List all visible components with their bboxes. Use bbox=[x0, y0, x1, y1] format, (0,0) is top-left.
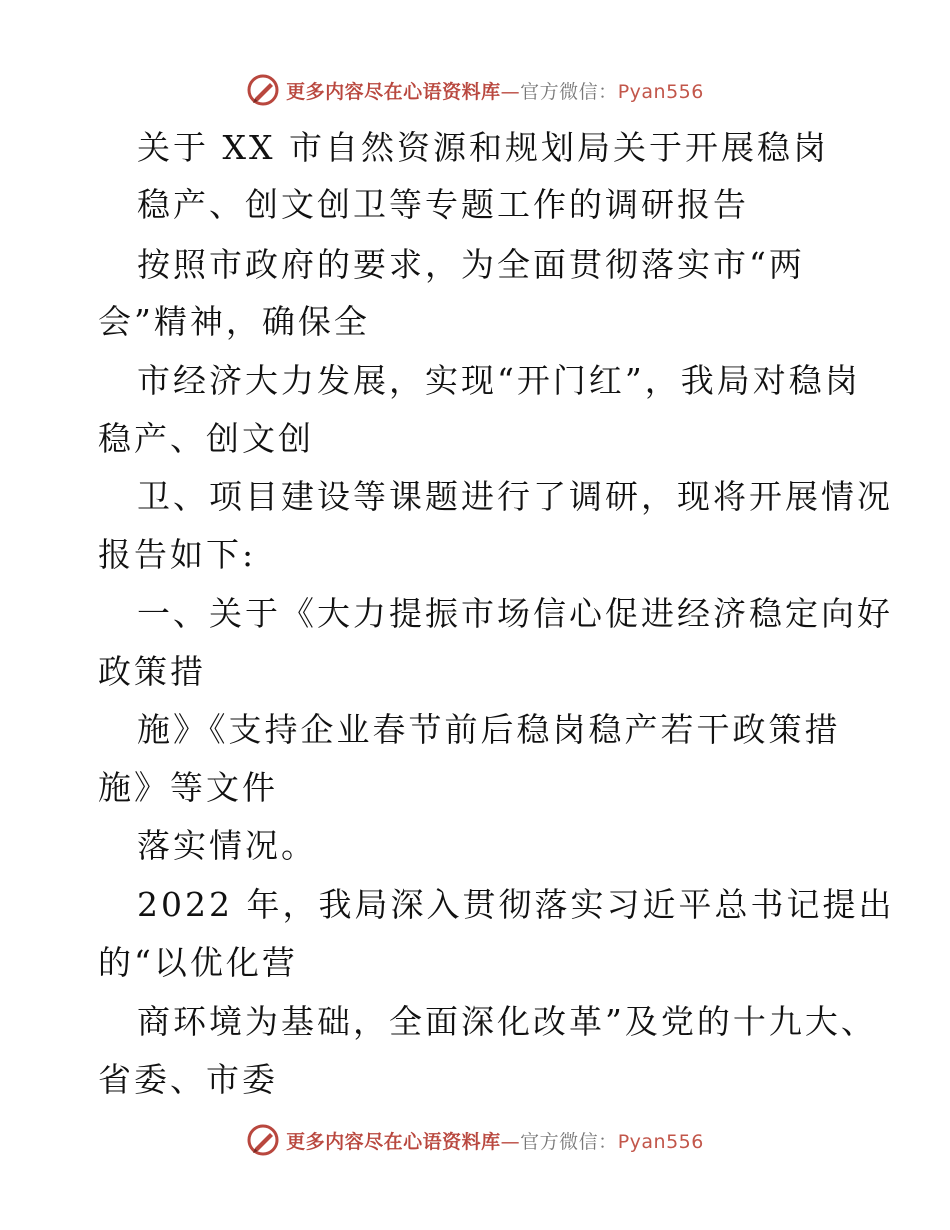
watermark-dash: — bbox=[500, 80, 521, 103]
paragraph-line: 稳产、创文创 bbox=[98, 419, 314, 458]
watermark-wechat-id: Pyan556 bbox=[617, 80, 704, 103]
section-heading-line: 落实情况。 bbox=[137, 826, 317, 865]
title-line-1: 关于 XX 市自然资源和规划局关于开展稳岗 bbox=[137, 128, 829, 167]
paragraph-line: 省委、市委 bbox=[98, 1060, 278, 1099]
header-watermark bbox=[0, 70, 950, 110]
paragraph-line: 的“以优化营 bbox=[98, 943, 298, 982]
watermark-official-label: 官方微信： bbox=[520, 80, 618, 103]
watermark-brand: 更多内容尽在心语资料库 bbox=[286, 1130, 501, 1153]
title-line-2: 稳产、创文创卫等专题工作的调研报告 bbox=[137, 185, 749, 224]
footer-watermark bbox=[0, 1120, 950, 1160]
watermark-text bbox=[286, 77, 704, 104]
paragraph-line: 市经济大力发展，实现“开门红”，我局对稳岗 bbox=[137, 361, 861, 400]
pen-circle-logo-icon bbox=[246, 1123, 280, 1157]
watermark-official-label: 官方微信： bbox=[520, 1130, 618, 1153]
paragraph-line: 按照市政府的要求，为全面贯彻落实市“两 bbox=[137, 245, 805, 284]
watermark-brand: 更多内容尽在心语资料库 bbox=[286, 80, 501, 103]
paragraph-line: 商环境为基础，全面深化改革”及党的十九大、 bbox=[137, 1002, 877, 1041]
section-heading-line: 施》《支持企业春节前后稳岗稳产若干政策措 bbox=[137, 710, 841, 749]
section-heading-line: 政策措 bbox=[98, 652, 206, 691]
paragraph-line: 会”精神，确保全 bbox=[98, 302, 370, 341]
section-heading-line: 施》等文件 bbox=[98, 768, 278, 807]
pen-circle-logo-icon bbox=[246, 73, 280, 107]
watermark-text bbox=[286, 1127, 704, 1154]
paragraph-line: 2022 年，我局深入贯彻落实习近平总书记提出 bbox=[137, 885, 895, 924]
paragraph-line: 卫、项目建设等课题进行了调研，现将开展情况 bbox=[137, 477, 893, 516]
watermark-dash: — bbox=[500, 1130, 521, 1153]
paragraph-line: 报告如下: bbox=[98, 535, 257, 574]
section-heading-line: 一、关于《大力提振市场信心促进经济稳定向好 bbox=[137, 594, 893, 633]
watermark-wechat-id: Pyan556 bbox=[617, 1130, 704, 1153]
